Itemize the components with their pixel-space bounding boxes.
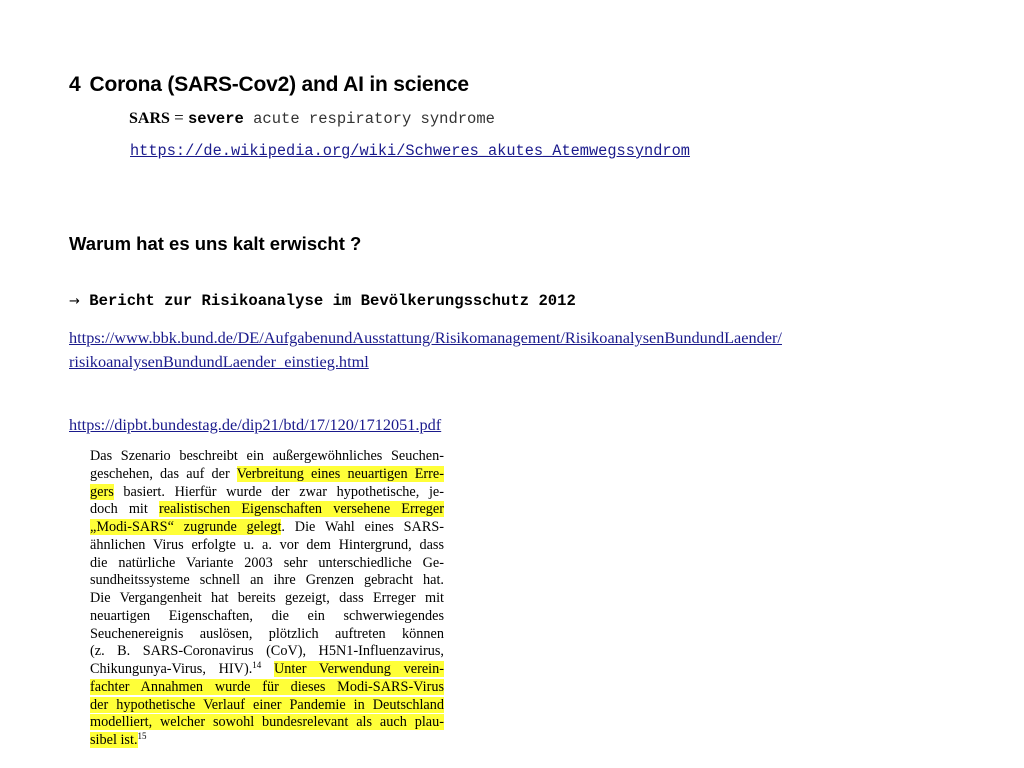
excerpt-text: (z. B. SARS-Coronavirus (CoV), H5N1-Influenzavirus, [90,643,444,660]
sars-rest: acute respiratory syndrome [243,110,495,128]
excerpt-line [90,697,444,715]
highlighted-text: sibel ist. [90,732,138,748]
section-title: Corona (SARS-Cov2) and AI in science [89,73,469,96]
sars-word-severe: severe [188,110,244,128]
report-title-line [69,292,576,310]
excerpt-line [90,714,444,732]
excerpt-line [90,661,444,679]
excerpt-text [261,661,274,677]
highlighted-text: fachter Annahmen wurde für dieses Modi-SARS-Virus [90,678,444,695]
excerpt-text: neuartigen Eigenschaften, die ein schwerwiegendes [90,607,444,624]
sars-abbreviation: SARS [129,110,170,127]
highlighted-text: Verbreitung eines neuartigen Erre- [236,465,444,482]
bbk-link-container [69,326,869,374]
excerpt-line [90,484,444,502]
question-heading: Warum hat es uns kalt erwischt ? [69,233,362,254]
excerpt-line [90,643,444,661]
excerpt-text: doch mit [90,501,159,518]
excerpt-text: Chikungunya-Virus, HIV). [90,661,253,677]
highlighted-text: gers [90,483,114,500]
excerpt-line [90,537,444,555]
excerpt-text: Die Vergangenheit hat bereits gezeigt, dass Erreger mit [90,590,444,606]
excerpt-text: ähnlichen Virus erfolgte u. a. vor dem Hintergrund, dass [90,536,444,553]
wikipedia-link[interactable]: https://de.wikipedia.org/wiki/Schweres_akutes_Atemwegssyndrom [130,142,690,160]
excerpt-line [90,519,444,537]
excerpt-line [90,572,444,590]
excerpt-line [90,555,444,573]
excerpt-line [90,448,444,466]
footnote-marker: 15 [137,731,147,741]
excerpt-line [90,466,444,484]
wikipedia-link-container [130,142,690,160]
highlighted-text: „Modi-SARS“ zugrunde gelegt [90,519,282,535]
highlighted-text: modelliert, welcher sowohl bundesrelevant als auch plau- [90,714,444,731]
bbk-link-line1[interactable]: https://www.bbk.bund.de/DE/AufgabenundAusstattung/Risikomanagement/RisikoanalysenBundundLaender/ [69,328,782,347]
excerpt-text: . Die Wahl eines SARS- [281,519,444,535]
excerpt-line [90,732,444,750]
excerpt-text: die natürliche Variante 2003 sehr unterschiedliche Ge- [90,554,444,571]
excerpt-text: geschehen, das auf der [90,465,237,482]
excerpt-text: basiert. Hierfür wurde der zwar hypothetische, je- [113,483,444,500]
bundestag-link-container [69,415,441,435]
footnote-marker: 14 [252,660,262,670]
section-number: 4 [69,73,81,96]
section-heading [69,73,469,97]
document-excerpt [90,448,444,750]
highlighted-text: realistischen Eigenschaften versehene Erreger [158,501,445,518]
bbk-link-line2[interactable]: risikoanalysenBundundLaender_einstieg.html [69,352,369,371]
highlighted-text: der hypothetische Verlauf einer Pandemie in Deutschland [90,696,444,713]
excerpt-text: sundheitssysteme schnell an ihre Grenzen gebracht hat. [90,572,444,589]
arrow-right-icon: → [69,294,80,309]
excerpt-line [90,626,444,644]
excerpt-line [90,590,444,608]
excerpt-text: Das Szenario beschreibt ein außergewöhnliches Seuchen- [90,448,444,464]
excerpt-text: Seuchenereignis auslösen, plötzlich auftreten können [90,625,444,642]
bundestag-pdf-link[interactable]: https://dipbt.bundestag.de/dip21/btd/17/120/1712051.pdf [69,415,442,434]
excerpt-line [90,608,444,626]
sars-definition [129,108,495,128]
equals-sign: = [169,108,188,127]
highlighted-text: Unter Verwendung verein- [274,661,445,677]
excerpt-line [90,679,444,697]
excerpt-line [90,501,444,519]
report-title: Bericht zur Risikoanalyse im Bevölkerungsschutz 2012 [89,292,576,310]
